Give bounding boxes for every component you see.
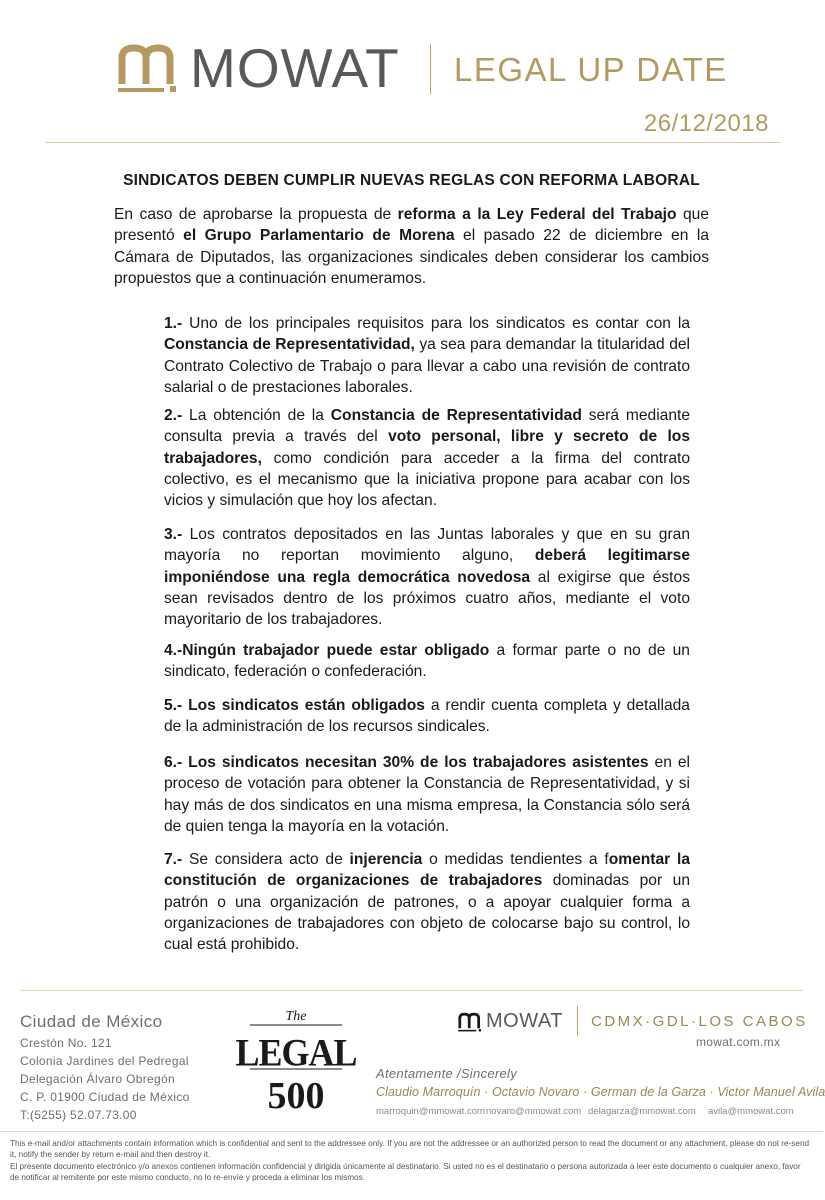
body-text: el pasado 22 de diciembre en la Cámara de Diputados, las organizaciones sindicales deben considerar los cambios propuestos que a continuación enumeramos.: [114, 227, 709, 287]
header-tagline: LEGAL UP DATE: [454, 51, 728, 88]
header-divider: [430, 44, 431, 94]
body-text: a rendir cuenta completa y detallada de la administración de los recursos sindicales.: [164, 697, 690, 736]
legal500-badge: [235, 1006, 357, 1117]
mowat-logo-icon: [118, 40, 178, 96]
bold-text: reforma a la Ley Federal del Trabajo: [397, 206, 677, 223]
disclaimer-english: This e-mail and/or attachments contain information which is confidential and sent to the addressee only. If you are not the addressee or an authorized person to read the document or any attachment, please do not re-send it, notify the sender by return e-mail and then destroy it.: [10, 1139, 810, 1159]
body-text: Los contratos depositados en las Juntas laborales y que en su gran mayoría no reportan movimiento alguno,: [164, 526, 690, 565]
footer-rule: [20, 990, 803, 991]
header-rule: [45, 142, 780, 143]
email-link[interactable]: marroquin@mmowat.com: [376, 1106, 485, 1117]
intro-paragraph: [114, 204, 709, 289]
list-item: [164, 524, 690, 630]
footer-brand: MOWAT: [486, 1010, 563, 1032]
address-line: Colonia Jardines del Pedregal: [20, 1054, 189, 1068]
bold-text: deberá legitimarse imponiéndose una regla democrática novedosa: [164, 547, 690, 586]
body-text: dominadas por un patrón o una organización de patrones, o a apoyar cualquier forma a organizaciones de trabajadores con objeto de colocarse bajo su control, lo cual está prohibido.: [164, 872, 690, 954]
body-text: como condición para acceder a la firma del contrato colectivo, es el mecanismo que la iniciativa propone para acabar con los vicios y simulación que hoy los afectan.: [164, 449, 690, 510]
address-line: C. P. 01900 Ciudad de México: [20, 1090, 190, 1104]
legal500-the: The: [285, 1009, 307, 1024]
bold-text: Constancia de Representatividad,: [164, 336, 415, 354]
bold-text: injerencia: [349, 851, 423, 868]
bold-text: 1.-: [164, 315, 183, 332]
office-city: Ciudad de México: [20, 1012, 163, 1031]
phone-number: T:(5255) 52.07.73.00: [20, 1108, 137, 1122]
bold-text: 3.-: [164, 526, 183, 543]
body-text: La obtención de la: [182, 407, 331, 424]
list-item: [164, 752, 690, 837]
body-text: ya sea para demandar la titularidad del Contrato Colectivo de Trabajo o para llevar a cabo una revisión de contrato salarial o de prestaciones laborales.: [164, 336, 691, 396]
bold-text: 7.-: [164, 851, 183, 868]
disclaimer-spanish: El presente documento electrónico y/o anexos contienen información confidencial y dirigida únicamente al destinatario. Si usted no es el destinatario o persona autorizada a leer este documento o cualquier anexo, favor de notificar al remitente por este mismo conducto, no lo re-envíe y proceda a eliminar los mismos.: [10, 1162, 801, 1182]
list-item: [164, 695, 690, 738]
email-link[interactable]: avila@mmowat.com: [708, 1106, 794, 1117]
body-text: Se considera acto de: [182, 851, 350, 868]
body-text: en el proceso de votación para obtener la Constancia de Representatividad, y si hay más de dos sindicatos en una misma empresa, la Constancia sólo será de quien tenga la mayoría en la votación.: [164, 754, 690, 835]
body-text: al exigirse que éstos sean revisados dentro de los próximos cuatro años, mediante el voto mayoritario de los trabajadores.: [164, 568, 690, 629]
legal500-number: 500: [267, 1075, 325, 1117]
legal500-legal: LEGAL: [235, 1030, 357, 1075]
list-item: [164, 313, 690, 398]
brand-name: MOWAT: [190, 37, 400, 99]
bold-text: 5.- Los sindicatos están obligados: [164, 697, 425, 714]
email-link[interactable]: delagarza@mmowat.com: [588, 1106, 696, 1117]
body-text: a formar parte o no de un sindicato, federación o confederación.: [164, 642, 690, 681]
body-text: que presentó: [114, 206, 709, 245]
list-item: [164, 849, 690, 955]
mowat-logo-icon: [458, 1011, 482, 1033]
bold-text: Constancia de Representatividad: [330, 407, 582, 424]
website-link[interactable]: mowat.com.mx: [696, 1035, 781, 1049]
signers-list: Claudio Marroquín · Octavio Novaro · German de la Garza · Victor Manuel Avila: [376, 1085, 825, 1099]
address-line: Crestón No. 121: [20, 1036, 112, 1050]
closing-salutation: Atentamente /Sincerely: [376, 1066, 518, 1081]
document-date: 26/12/2018: [643, 110, 769, 137]
bold-text: el Grupo Parlamentario de Morena: [183, 227, 455, 245]
article-headline: SINDICATOS DEBEN CUMPLIR NUEVAS REGLAS CON REFORMA LABORAL: [123, 172, 700, 189]
body-text: o medidas tendientes a f: [422, 851, 609, 868]
office-locations: CDMX·GDL·LOS CABOS: [591, 1013, 808, 1030]
email-link[interactable]: novaro@mmowat.com: [486, 1106, 582, 1117]
footer-divider: [577, 1006, 578, 1036]
bold-text: voto personal, libre y secreto de los trabajadores,: [164, 428, 690, 467]
body-text: será mediante consulta previa a través del: [164, 407, 691, 446]
address-line: Delegación Álvaro Obregón: [20, 1072, 175, 1086]
list-item: [164, 640, 690, 683]
body-text: Uno de los principales requisitos para los sindicatos es contar con la: [182, 315, 690, 332]
bold-text: 4.-Ningún trabajador puede estar obligado: [164, 642, 490, 659]
list-item: [164, 405, 690, 511]
bold-text: 6.- Los sindicatos necesitan 30% de los trabajadores asistentes: [164, 754, 649, 771]
bold-text: 2.-: [164, 407, 183, 424]
body-text: En caso de aprobarse la propuesta de: [114, 206, 398, 223]
bold-text: omentar la constitución de organizaciones de trabajadores: [164, 851, 690, 890]
disclaimer-rule: [0, 1131, 823, 1132]
